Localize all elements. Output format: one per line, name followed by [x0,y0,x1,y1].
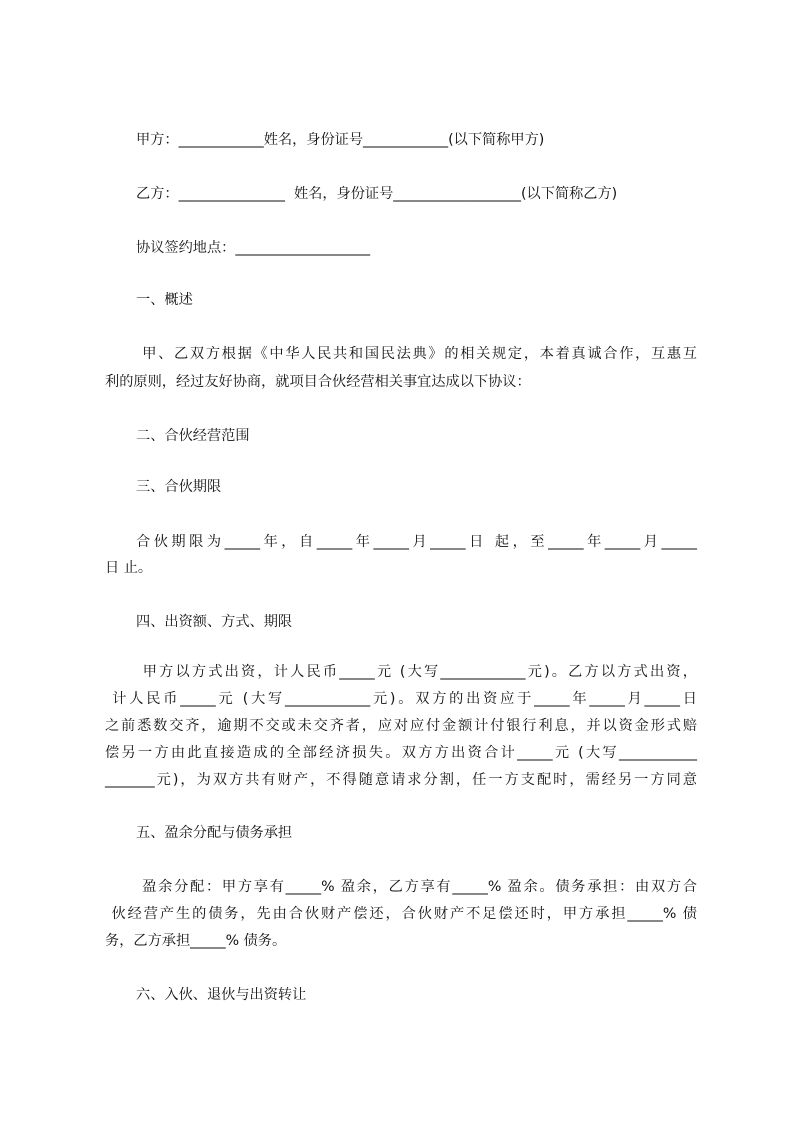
section-3-paragraph-line-2: 日 止。 [105,560,153,576]
section-1-paragraph-line-1: 甲、乙双方根据《中华人民共和国民法典》的相关规定，本着真诚合作，互惠互 [136,346,697,362]
section-4-paragraph-line-5: _______元)，为双方共有财产，不得随意请求分割，任一方支配时，需经另一方同意 [105,772,697,788]
section-3-title: 三、合伙期限 [136,479,222,495]
section-1-paragraph-line-2: 利的原则，经过友好协商，就项目合伙经营相关事宜达成以下协议： [105,374,531,390]
section-4-paragraph-line-4: 偿另一方由此直接造成的全部经济损失。双方方出资合计_____元 (大写___________ [105,745,697,761]
section-5-paragraph-line-2: 伙经营产生的债务，先由合伙财产偿还，合伙财产不足偿还时，甲方承担_____% 债 [105,906,697,922]
section-5-title: 五、盈余分配与债务承担 [136,825,293,841]
signing-location-line: 协议签约地点：___________________ [136,240,371,256]
section-1-title: 一、概述 [136,292,193,308]
section-6-title: 六、入伙、退伙与出资转让 [136,987,307,1003]
section-4-paragraph-line-1: 甲方以方式出资，计人民币_____元 (大写____________元)。乙方以方式出资， [136,664,697,680]
section-5-paragraph-line-3: 务，乙方承担_____% 债务。 [105,933,287,949]
party-a-line: 甲方：____________姓名，身份证号____________(以下简称甲方) [136,132,545,148]
section-4-paragraph-line-3: 之前悉数交齐，逾期不交或未交齐者，应对应付金额计付银行利息，并以资金形式赔 [105,718,697,734]
section-2-title: 二、合伙经营范围 [136,428,250,444]
section-5-paragraph-line-1: 盈余分配：甲方享有_____% 盈余，乙方享有_____% 盈余。债务承担：由双方合 [136,879,697,895]
section-4-title: 四、出资额、方式、期限 [136,614,293,630]
party-b-line: 乙方：_______________ 姓名，身份证号__________________(以下简称乙方) [136,186,618,202]
section-4-paragraph-line-2: 计人民币_____元 (大写____________元)。双方的出资应于_____年_____月_____日 [105,691,697,707]
section-3-paragraph-line-1: 合伙期限为_____年，自_____年_____月_____日 起，至_____年_____月_____ [136,534,697,550]
